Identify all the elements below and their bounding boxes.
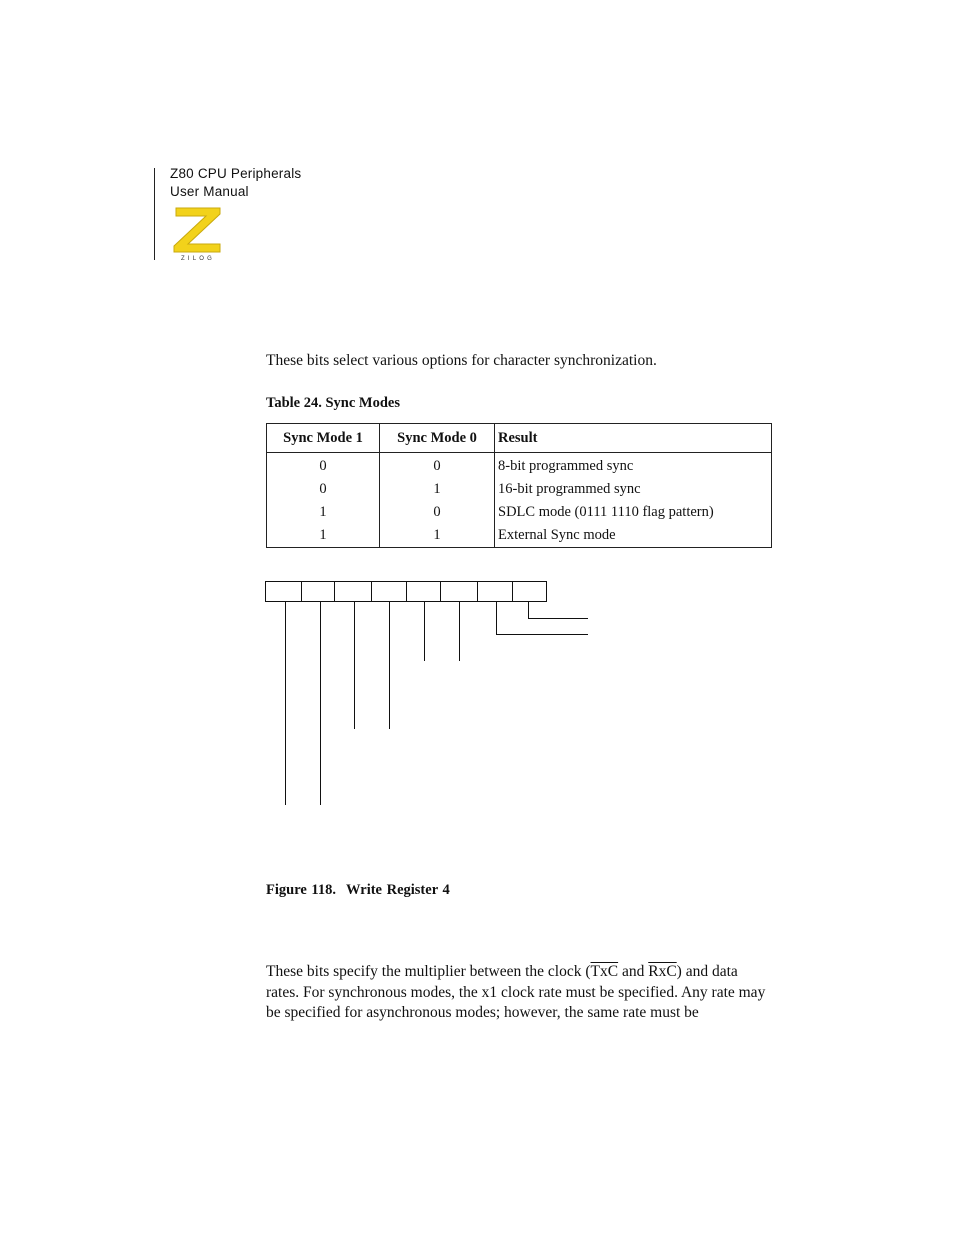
zilog-logo-word: ZILOG: [180, 256, 216, 262]
cell-result: External Sync mode: [498, 527, 616, 543]
body-text-and: and: [618, 963, 649, 980]
register-bit-cell-d7: [266, 582, 302, 602]
figure-number: Figure 118.: [266, 882, 337, 898]
header-subtitle: User Manual: [170, 184, 249, 199]
cell-sync-mode-1: 0: [267, 478, 380, 501]
figure-caption: [266, 881, 450, 899]
txc-signal-name: $\overline{TxC}$: [590, 963, 619, 980]
register-bit-cell-d4: [372, 582, 407, 602]
register-bit-cell-d5: [335, 582, 372, 602]
register-bit-cell-d0: [513, 582, 547, 602]
body-text-part-1: These bits specify the multiplier between the clock (: [266, 963, 591, 980]
cell-sync-mode-0: 0: [380, 501, 495, 524]
register-bit-cell-d1: [478, 582, 513, 602]
header-sync-mode-0: Sync Mode 0: [380, 424, 495, 453]
cell-sync-mode-0: 0: [380, 453, 495, 479]
cell-result: 16-bit programmed sync: [498, 481, 641, 497]
header-sync-mode-1: Sync Mode 1: [267, 424, 380, 453]
figure-title: Write Register 4: [346, 882, 450, 898]
register-bit-cell-d6: [302, 582, 335, 602]
leader-line-bit-0: [529, 602, 589, 619]
table-caption: Table 24. Sync Modes: [266, 395, 401, 411]
cell-sync-mode-1: 1: [267, 524, 380, 548]
intro-paragraph: These bits select various options for character synchronization.: [266, 352, 657, 369]
cell-sync-mode-1: 1: [267, 501, 380, 524]
header-result: Result: [495, 424, 772, 453]
cell-result: 8-bit programmed sync: [498, 458, 634, 474]
cell-sync-mode-1: 0: [267, 453, 380, 479]
cell-result: SDLC mode (0111 1110 flag pattern): [498, 504, 714, 520]
body-paragraph: [266, 962, 772, 1024]
register-bit-cell-d2: [441, 582, 478, 602]
body-text-part-2: ) and data rates. For synchronous modes, the x1 clock rate must be specified. Any rate may be specified for asynchronous modes; however, the same rate must be: [266, 963, 766, 1021]
header-title: Z80 CPU Peripherals: [170, 166, 302, 181]
cell-sync-mode-0: 1: [380, 524, 495, 548]
register-bit-cell-d3: [407, 582, 441, 602]
rxc-signal-name: $\overline{RxC}$: [648, 963, 677, 980]
cell-sync-mode-0: 1: [380, 478, 495, 501]
